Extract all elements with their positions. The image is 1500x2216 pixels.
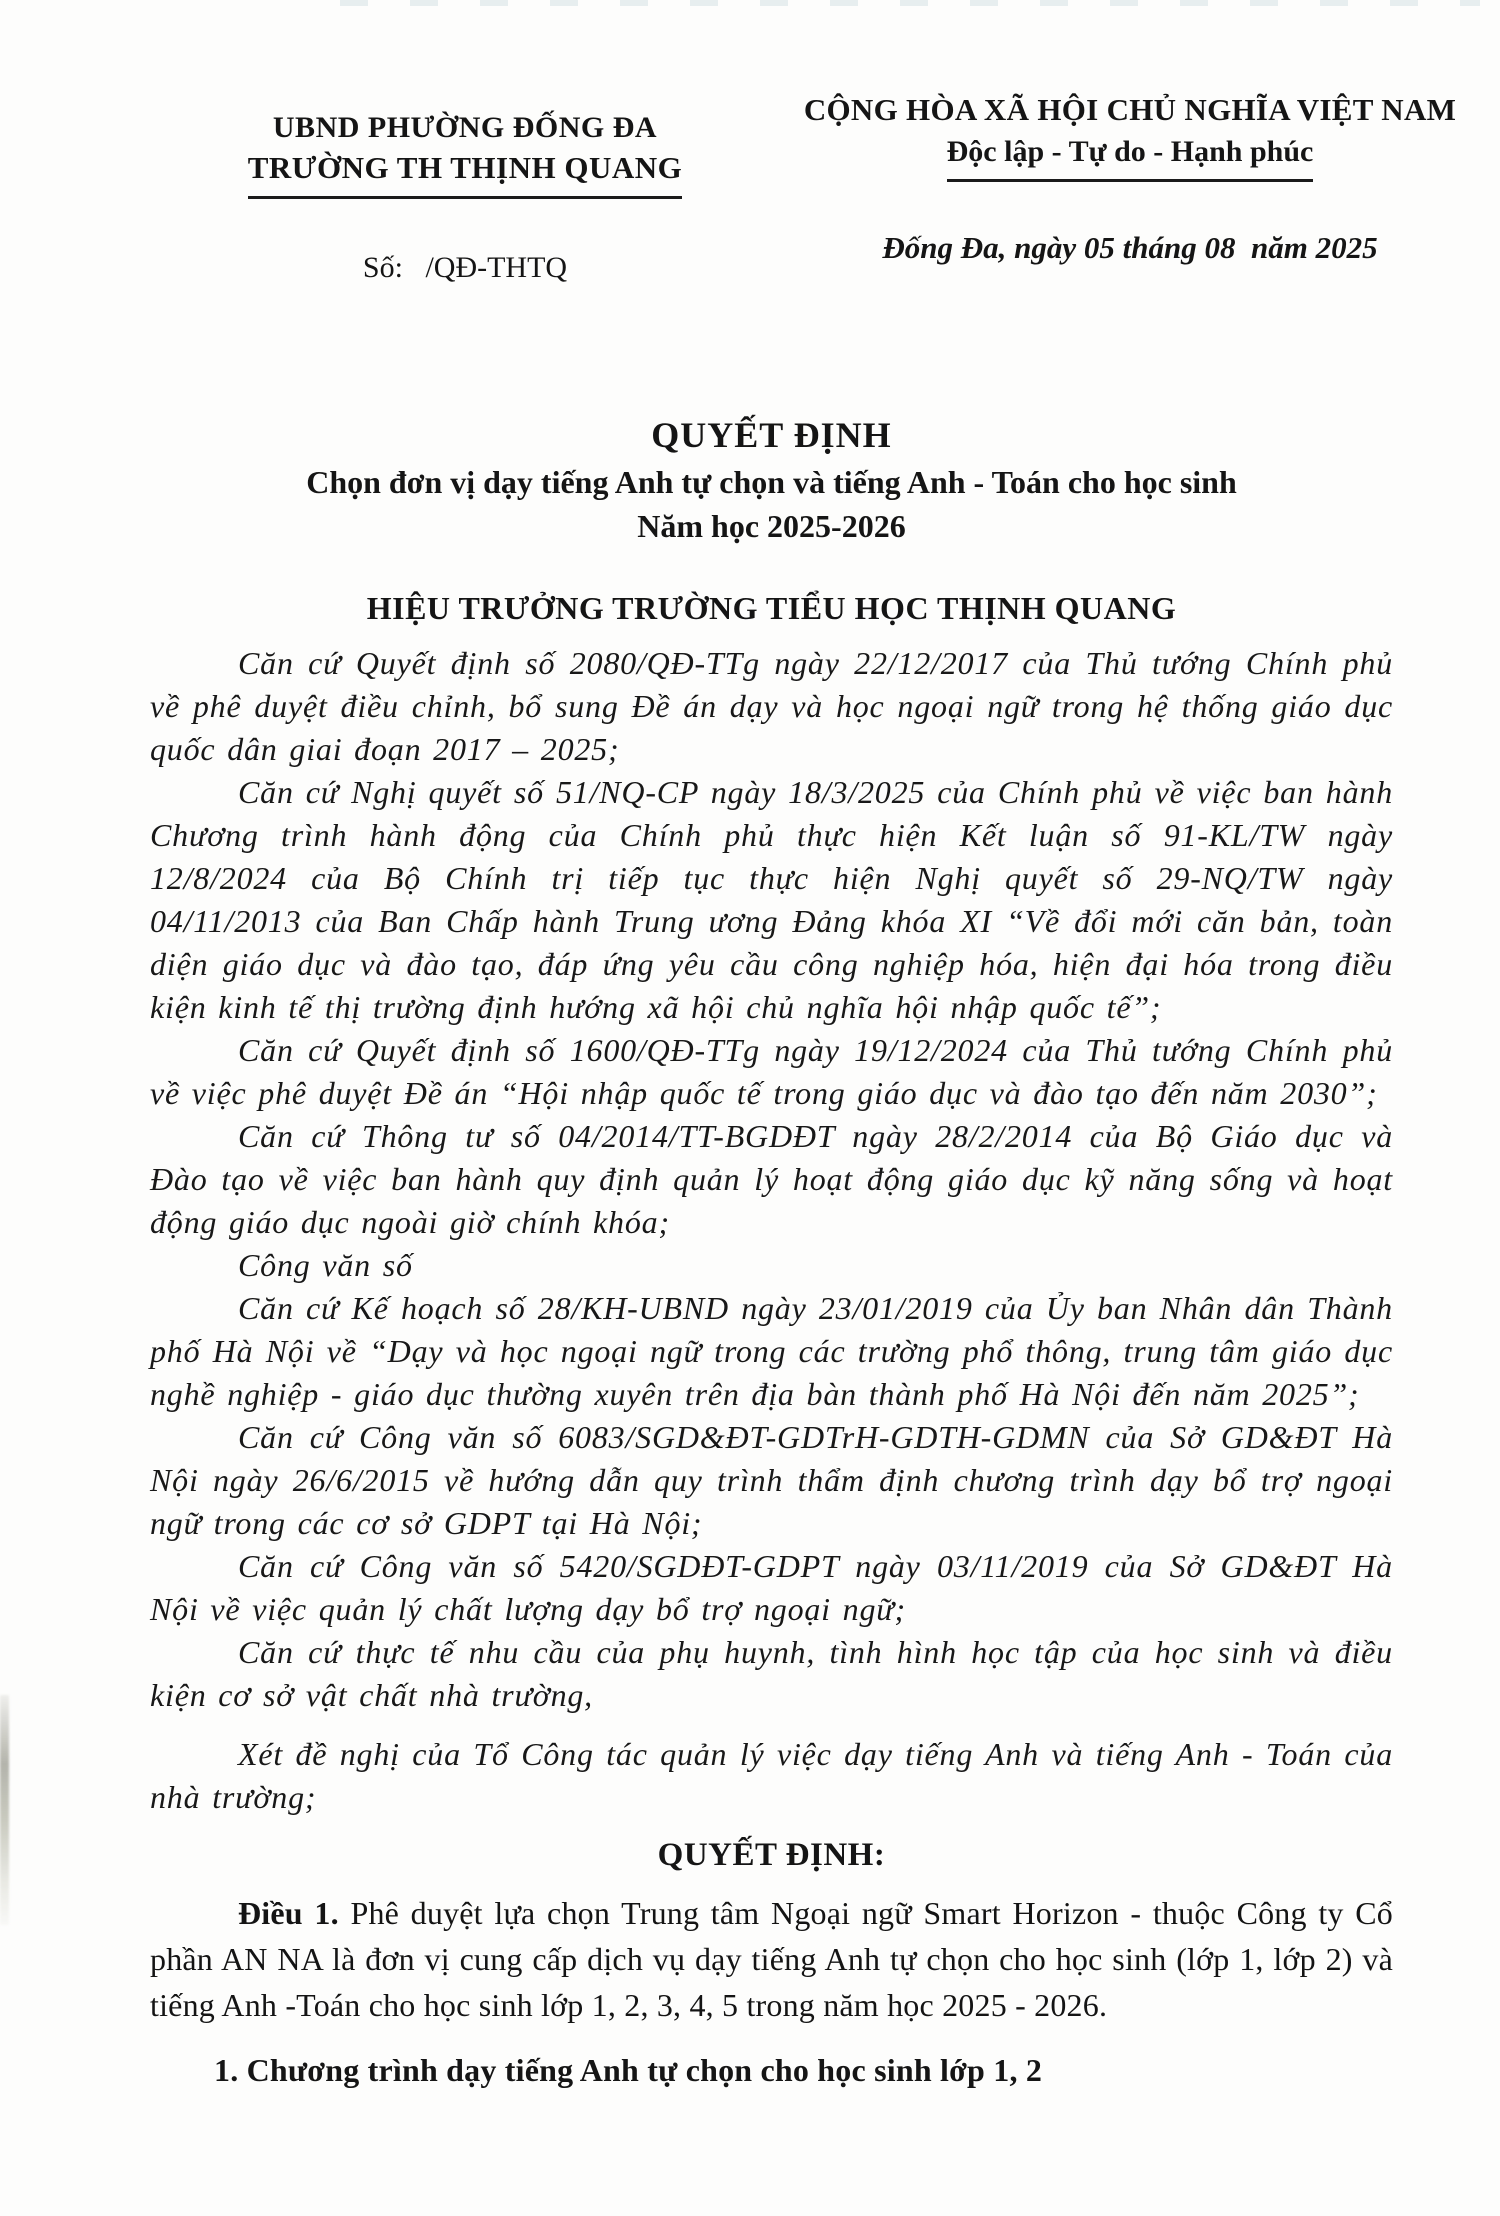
issuer-title: HIỆU TRƯỞNG TRƯỜNG TIỂU HỌC THỊNH QUANG [366,590,1177,626]
article-1-paragraph [150,1890,1393,2028]
preamble-paragraph: Xét đề nghị của Tổ Công tác quản lý việc dạy tiếng Anh và tiếng Anh - Toán của nhà trường; [150,1736,1393,1815]
preamble-paragraph: Căn cứ Công văn số 5420/SGDĐT-GDPT ngày 03/11/2019 của Sở GD&ĐT Hà Nội về việc quản lý chất lượng dạy bổ trợ ngoại ngữ; [150,1548,1393,1627]
preamble-paragraph: Căn cứ Nghị quyết số 51/NQ-CP ngày 18/3/2025 của Chính phủ về việc ban hành Chương trình hành động của Chính phủ thực hiện Kết luận số 91-KL/TW ngày 12/8/2024 của Bộ Chính trị tiếp tục thực hiện Nghị quyết số 29-NQ/TW ngày 04/11/2013 của Ban Chấp hành Trung ương Đảng khóa XI “Về đổi mới căn bản, toàn diện giáo dục và đào tạo, đáp ứng yêu cầu công nghiệp hóa, hiện đại hóa trong điều kiện kinh tế thị trường định hướng xã hội chủ nghĩa hội nhập quốc tế”; [150,774,1393,1025]
document-body [150,642,1393,2089]
article-1-label: Điều 1. [238,1895,339,1931]
document-type-heading: QUYẾT ĐỊNH [651,415,892,455]
document-title-block [150,412,1393,627]
school-name: TRƯỜNG TH THỊNH QUANG [248,148,683,199]
section-1-heading: 1. Chương trình dạy tiếng Anh tự chọn cho học sinh lớp 1, 2 [214,2052,1043,2088]
parent-org-name: UBND PHƯỜNG ĐỐNG ĐA [272,111,658,144]
national-motto: Độc lập - Tự do - Hạnh phúc [947,132,1314,182]
preamble-paragraph: Công văn số [238,1247,413,1283]
decision-heading: QUYẾT ĐỊNH: [657,1837,886,1873]
document-subject: Chọn đơn vị dạy tiếng Anh tự chọn và tiếng Anh - Toán cho học sinh [306,464,1237,500]
national-title: CỘNG HÒA XÃ HỘI CHỦ NGHĨA VIỆT NAM [803,92,1457,127]
article-1-text: Phê duyệt lựa chọn Trung tâm Ngoại ngữ Smart Horizon - thuộc Công ty Cổ phần AN NA là đơn vị cung cấp dịch vụ dạy tiếng Anh tự chọn cho học sinh (lớp 1, lớp 2) và tiếng Anh -Toán cho học sinh lớp 1, 2, 3, 4, 5 trong năm học 2025 - 2026. [150,1895,1393,2023]
scanner-top-edge-artifact [340,0,1480,6]
preamble-paragraph: Căn cứ Công văn số 6083/SGD&ĐT-GDTrH-GDTH-GDMN của Sở GD&ĐT Hà Nội ngày 26/6/2015 về hướng dẫn quy trình thẩm định chương trình dạy bổ trợ ngoại ngữ trong các cơ sở GDPT tại Hà Nội; [150,1419,1393,1541]
preamble-paragraph: Căn cứ Quyết định số 2080/QĐ-TTg ngày 22/12/2017 của Thủ tướng Chính phủ về phê duyệt điều chỉnh, bổ sung Đề án dạy và học ngoại ngữ trong hệ thống giáo dục quốc dân giai đoạn 2017 – 2025; [150,645,1393,767]
preamble-paragraph: Căn cứ thực tế nhu cầu của phụ huynh, tình hình học tập của học sinh và điều kiện cơ sở vật chất nhà trường, [150,1634,1393,1713]
preamble-paragraph: Căn cứ Thông tư số 04/2014/TT-BGDĐT ngày 28/2/2014 của Bộ Giáo dục và Đào tạo về việc ban hành quy định quản lý hoạt động giáo dục kỹ năng sống và hoạt động giáo dục ngoài giờ chính khóa; [150,1118,1393,1240]
place-dateline: Đống Đa, ngày 05 tháng 08 năm 2025 [882,230,1378,265]
issuing-org-block [140,108,790,285]
preamble-paragraph: Căn cứ Kế hoạch số 28/KH-UBND ngày 23/01/2019 của Ủy ban Nhân dân Thành phố Hà Nội về “Dạy và học ngoại ngữ trong các trường phổ thông, trung tâm giáo dục nghề nghiệp - giáo dục thường xuyên trên địa bàn thành phố Hà Nội đến năm 2025”; [150,1290,1393,1412]
scanner-left-edge-artifact [0,1695,9,1925]
national-header-block [790,90,1470,266]
preamble-paragraph: Căn cứ Quyết định số 1600/QĐ-TTg ngày 19/12/2024 của Thủ tướng Chính phủ về việc phê duyệt Đề án “Hội nhập quốc tế trong giáo dục và đào tạo đến năm 2030”; [150,1032,1393,1111]
school-year: Năm học 2025-2026 [637,508,906,544]
document-number: Số: /QĐ-THTQ [362,251,568,284]
